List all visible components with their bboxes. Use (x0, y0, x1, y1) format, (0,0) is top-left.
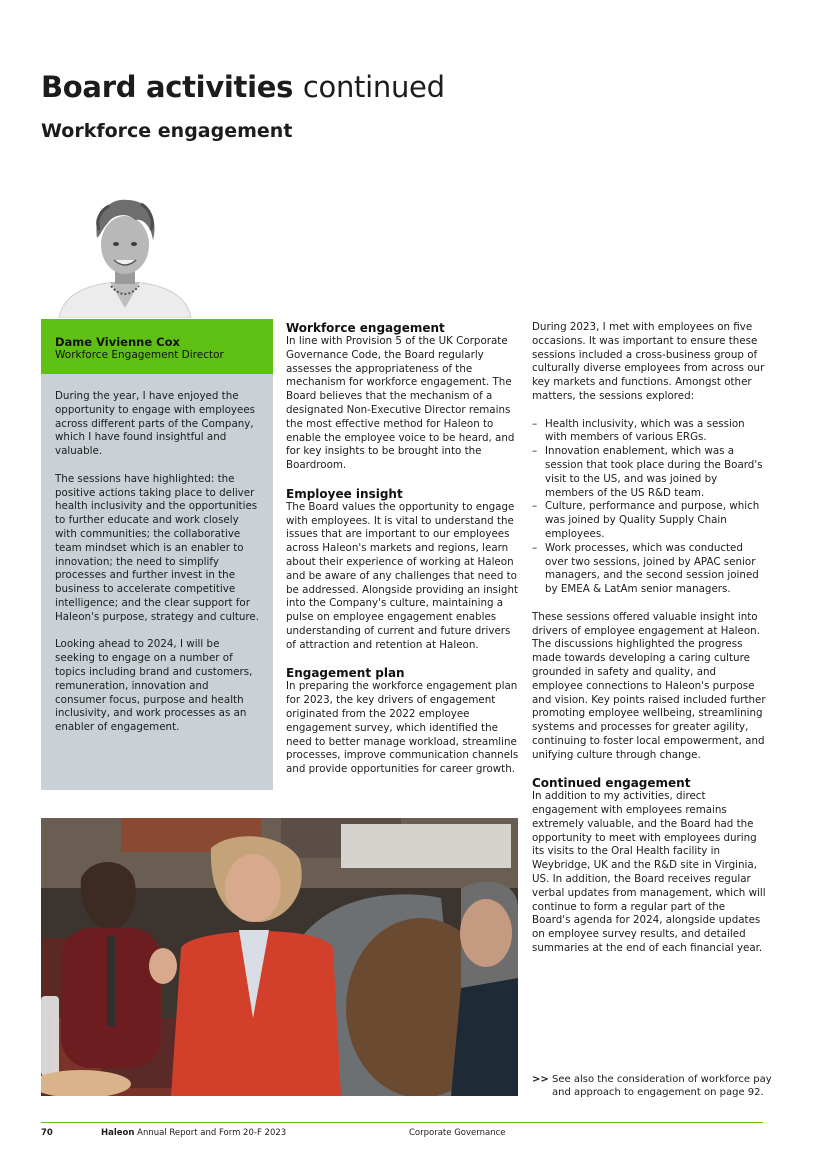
quote-paragraph: The sessions have highlighted: the positive actions taking place to deliver health inclusivity and the opportunities to further educate and work closely with communities; the collaborative team mindset which is an enabler to innovation; the need to simplify processes and further invest in the business to accelerate competitive intelligence; and the clear support for Haleon's purpose, strategy and culture. (55, 472, 260, 623)
note-text: See also the consideration of workforce pay and approach to engagement on page 92. (552, 1074, 772, 1098)
paragraph-sessions-intro: During 2023, I met with employees on five occasions. It was important to ensure these sessions included a cross-business group of culturally diverse employees from across our key markets and functions. Amongst other matters, the sessions explored: (532, 321, 765, 402)
list-item: – Culture, performance and purpose, which was joined by Quality Supply Chain employees. (532, 500, 766, 541)
page-title-bold: Board activities (41, 70, 294, 104)
cross-reference-note (532, 1073, 772, 1099)
director-name-panel (41, 319, 273, 374)
director-quote-panel (41, 374, 273, 790)
quote-paragraph: During the year, I have enjoyed the opportunity to engage with employees across different parts of the Company, which I have found insightful and valuable. (55, 390, 256, 458)
note-marker: >> (532, 1074, 549, 1085)
footer-section: Corporate Governance (409, 1128, 506, 1138)
paragraph-continued-engagement: In addition to my activities, direct engagement with employees remains extremely valuable, and the Board had the opportunity to meet with employees during its visits to the Oral Health facility in Weybridge, UK and the R&D site in Virginia, US. In addition, the Board receives regular verbal updates from management, which will continue to form a regular part of the Board's agenda for 2024, alongside updates on employee survey results, and detailed summaries at the end of each financial year. (532, 790, 766, 955)
director-portrait-image (55, 190, 195, 318)
heading-employee-insight: Employee insight (286, 486, 403, 501)
paragraph-employee-insight: The Board values the opportunity to engage with employees. It is vital to understand the issues that are important to our employees across Haleon's markets and regions, learn about their experience of working at Haleon and be aware of any challenges that need to be addressed. Alongside providing an insight into the Company's culture, maintaining a pulse on employee engagement enables understanding of current and future drivers of attraction and retention at Haleon. (286, 500, 519, 651)
section-subtitle: Workforce engagement (41, 120, 293, 142)
paragraph-workforce-engagement: In line with Provision 5 of the UK Corporate Governance Code, the Board regularly assesses the appropriateness of the mechanism for workforce engagement. The Board believes that the mechanism of a designated Non-Executive Director remains the most effective method for Haleon to enable the employee voice to be heard, and for key insights to be brought into the Boardroom. (286, 335, 515, 472)
paragraph-sessions-insight: These sessions offered valuable insight into drivers of employee engagement at Haleon. The discussions highlighted the progress made towards developing a caring culture grounded in safety and quality, and employee connections to Haleon's purpose and vision. Key points raised included further promoting employee wellbeing, streamlining systems and processes for greater agility, continuing to foster local empowerment, and unifying culture through change. (532, 610, 766, 761)
heading-engagement-plan: Engagement plan (286, 666, 405, 681)
director-role: Workforce Engagement Director (55, 349, 224, 361)
page-title (41, 70, 445, 104)
column-middle (286, 321, 521, 791)
column-right (532, 321, 766, 970)
engagement-session-photo (41, 818, 518, 1096)
quote-paragraph: Looking ahead to 2024, I will be seeking to engage on a number of topics including brand and customers, remuneration, innovation and consumer focus, purpose and health inclusivity, and work processes as an enabler of engagement. (55, 638, 253, 734)
director-name: Dame Vivienne Cox (55, 335, 180, 349)
heading-workforce-engagement: Workforce engagement (286, 321, 445, 335)
footer-report-title (101, 1128, 286, 1139)
footer-brand: Haleon (101, 1128, 135, 1138)
footer-report-name: Annual Report and Form 20-F 2023 (137, 1128, 287, 1138)
list-item: – Health inclusivity, which was a session with members of various ERGs. (532, 418, 766, 446)
footer-divider (41, 1122, 763, 1123)
footer-page-number: 70 (41, 1128, 53, 1138)
sessions-list (532, 418, 766, 597)
list-item: – Innovation enablement, which was a session that took place during the Board's visit to the US, and was joined by members of the US R&D team. (532, 445, 766, 500)
list-item: – Work processes, which was conducted over two sessions, joined by APAC senior managers, and the second session joined by EMEA & LatAm senior managers. (532, 542, 766, 597)
page-title-continued: continued (302, 70, 445, 104)
paragraph-engagement-plan: In preparing the workforce engagement plan for 2023, the key drivers of engagement originated from the 2022 employee engagement survey, which identified the need to better manage workload, streamline processes, improve communication channels and provide opportunities for career growth. (286, 680, 519, 776)
heading-continued-engagement: Continued engagement (532, 776, 691, 791)
